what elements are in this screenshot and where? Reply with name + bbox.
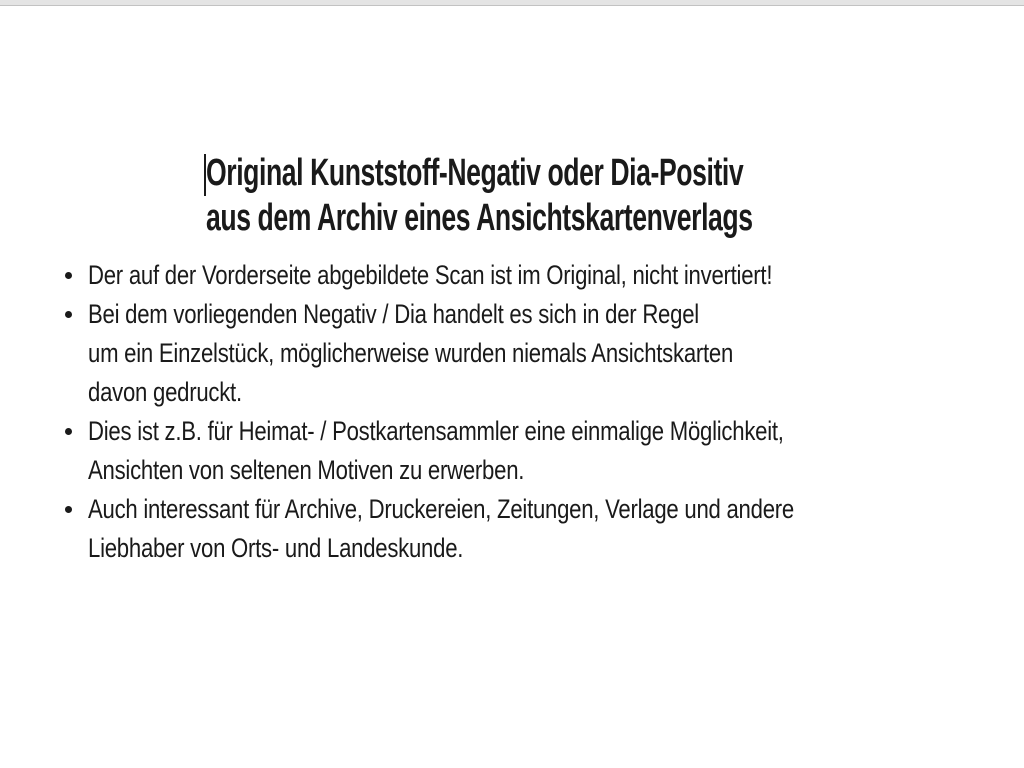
bullet-text: davon gedruckt.: [88, 377, 242, 407]
bullet-item: [65, 295, 949, 334]
bullet-text: Liebhaber von Orts- und Landeskunde.: [88, 533, 464, 563]
bullet-continuation-line: [65, 334, 949, 373]
bullet-item: [65, 490, 949, 529]
title-line-text: Original Kunststoff-Negativ oder Dia-Positiv: [206, 152, 744, 194]
document-title: [206, 151, 987, 241]
bullet-list: [65, 256, 949, 568]
bullet-text: Auch interessant für Archive, Druckereien, Zeitungen, Verlage und andere: [88, 494, 794, 524]
bullet-text: Dies ist z.B. für Heimat- / Postkartensammler eine einmalige Möglichkeit,: [88, 416, 784, 446]
bullet-item: [65, 412, 949, 451]
title-line: [206, 151, 987, 196]
title-line-text: aus dem Archiv eines Ansichtskartenverlags: [206, 197, 753, 239]
bullet-icon: [65, 311, 72, 318]
bullet-continuation-line: [65, 373, 949, 412]
bullet-icon: [65, 272, 72, 279]
bullet-icon: [65, 506, 72, 513]
title-line: [206, 196, 987, 241]
bullet-text: um ein Einzelstück, möglicherweise wurden niemals Ansichtskarten: [88, 338, 734, 368]
window-top-edge: [0, 0, 1024, 6]
bullet-text: Bei dem vorliegenden Negativ / Dia handelt es sich in der Regel: [88, 299, 699, 329]
bullet-continuation-line: [65, 451, 949, 490]
bullet-text: Der auf der Vorderseite abgebildete Scan ist im Original, nicht invertiert!: [88, 260, 773, 290]
bullet-continuation-line: [65, 529, 949, 568]
bullet-item: [65, 256, 949, 295]
bullet-text: Ansichten von seltenen Motiven zu erwerben.: [88, 455, 525, 485]
bullet-icon: [65, 428, 72, 435]
